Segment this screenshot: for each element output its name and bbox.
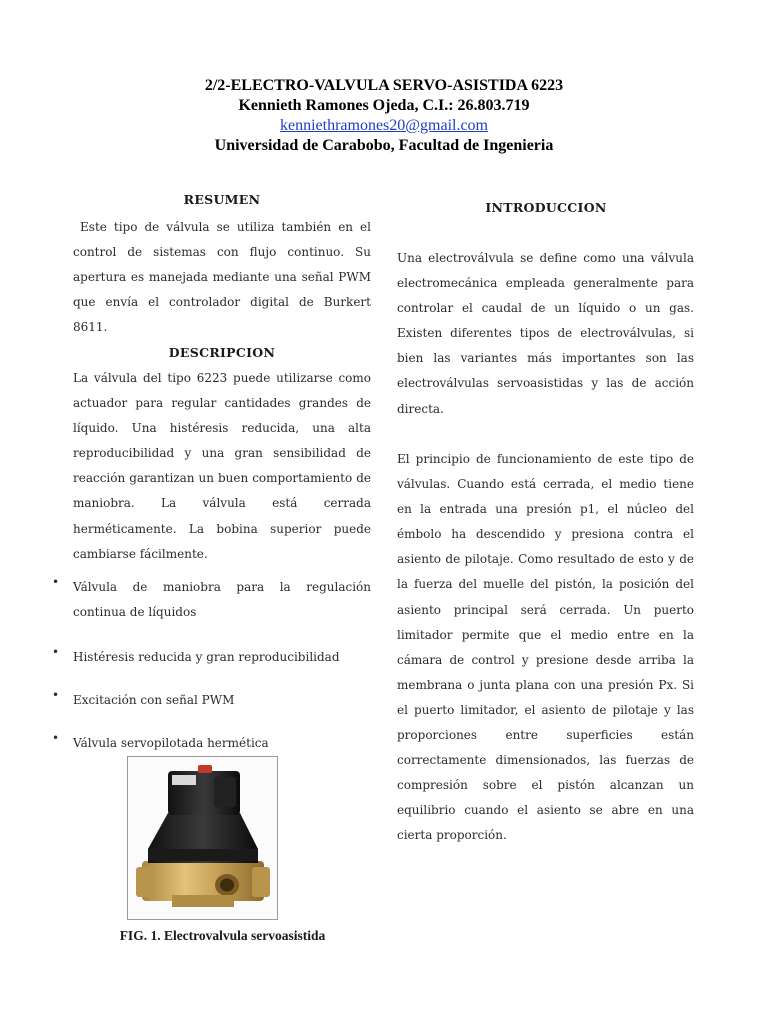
text-line: 8611. <box>73 320 108 335</box>
introduccion-paragraph-2 <box>397 447 694 849</box>
text-line: Este tipo de válvula se utiliza también en el <box>73 220 371 234</box>
author-email-link[interactable]: kenniethramones20@gmail.com <box>279 117 488 134</box>
text-line: Existen diferentes tipos de electroválvulas, si <box>397 326 694 341</box>
text-line: reproducibilidad y una gran sensibilidad de <box>73 446 371 461</box>
bullet-icon: • <box>52 731 60 745</box>
paper-header <box>0 76 768 156</box>
text-line: controlar el caudal de un líquido o un gas. <box>397 301 694 316</box>
text-line: la fuerza del muelle del pistón, la posición del <box>397 577 694 592</box>
text-line: cámara de control y presione desde arriba la <box>397 652 694 667</box>
text-line: herméticamente. La bobina superior puede <box>73 521 371 536</box>
text-line: el puerto limitador, el asiento de pilotaje y las <box>397 702 694 717</box>
text-line: electroválvulas servoasistidas y las de acción <box>397 376 694 391</box>
text-line: válvulas. Cuando está cerrada, el medio tiene <box>397 477 694 492</box>
author-line: Kennieth Ramones Ojeda, C.I.: 26.803.719 <box>238 97 530 114</box>
text-line: directa. <box>397 401 444 416</box>
introduccion-paragraph-1 <box>397 246 694 422</box>
list-item <box>52 731 371 756</box>
text-line: equilibrio cuando el asiento se abre en una <box>397 803 694 818</box>
text-line: proporciones entre superficies están <box>397 728 694 743</box>
text-line: reacción garantizan un buen comportamiento de <box>73 471 371 486</box>
resumen-text <box>73 215 371 340</box>
solenoid-valve-icon <box>128 757 277 919</box>
text-line: líquido. Una histéresis reducida, una alta <box>73 421 371 436</box>
text-line: en la entrada una presión p1, el núcleo del <box>397 502 694 517</box>
list-item <box>52 645 371 670</box>
bullet-icon: • <box>52 688 60 702</box>
text-line: correctamente dimensionados, las fuerzas de <box>397 753 694 768</box>
text-line: La válvula del tipo 6223 puede utilizarse como <box>73 371 371 385</box>
descripcion-heading: DESCRIPCION <box>168 345 276 360</box>
bullet-icon: • <box>52 575 60 589</box>
list-item <box>52 688 371 713</box>
introduccion-heading: INTRODUCCION <box>485 200 607 215</box>
figure-image <box>127 756 278 920</box>
text-line: bien las variantes más importantes son las <box>397 351 694 366</box>
text-line: compresión sobre el pistón alcanzan un <box>397 778 694 793</box>
resumen-heading: RESUMEN <box>183 192 261 207</box>
text-line: asiento principal será cerrada. Un puerto <box>397 602 694 617</box>
text-line: Válvula de maniobra para la regulación <box>73 580 371 594</box>
text-line: continua de líquidos <box>73 605 197 620</box>
list-item <box>52 575 371 625</box>
figure-caption: FIG. 1. Electrovalvula servoasistida <box>119 928 326 943</box>
text-line: cambiarse fácilmente. <box>73 546 208 561</box>
text-line: apertura es manejada mediante una señal PWM <box>73 270 371 285</box>
text-line: Válvula servopilotada hermética <box>73 736 269 750</box>
text-line: limitador permite que el medio entre en la <box>397 627 694 642</box>
text-line: membrana o junta plana con una presión Px. Si <box>397 677 694 692</box>
paper-title: 2/2-ELECTRO-VALVULA SERVO-ASISTIDA 6223 <box>204 77 564 94</box>
text-line: Excitación con señal PWM <box>73 693 235 707</box>
text-line: émbolo ha descendido y presiona contra el <box>397 527 694 542</box>
text-line: Una electroválvula se define como una válvula <box>397 251 694 265</box>
text-line: actuador para regular cantidades grandes de <box>73 396 371 411</box>
affiliation: Universidad de Carabobo, Facultad de Ingenieria <box>214 137 554 154</box>
text-line: asiento de pilotaje. Como resultado de esto y de <box>397 552 694 567</box>
text-line: control de sistemas con flujo continuo. Su <box>73 245 371 260</box>
text-line: Histéresis reducida y gran reproducibilidad <box>73 650 340 664</box>
text-line: cierta proporción. <box>397 828 507 843</box>
text-line: El principio de funcionamiento de este tipo de <box>397 452 694 466</box>
text-line: electromecánica empleada generalmente para <box>397 276 694 291</box>
text-line: que envía el controlador digital de Burkert <box>73 295 371 310</box>
descripcion-text <box>73 366 371 567</box>
text-line: maniobra. La válvula está cerrada <box>73 496 371 511</box>
bullet-icon: • <box>52 645 60 659</box>
